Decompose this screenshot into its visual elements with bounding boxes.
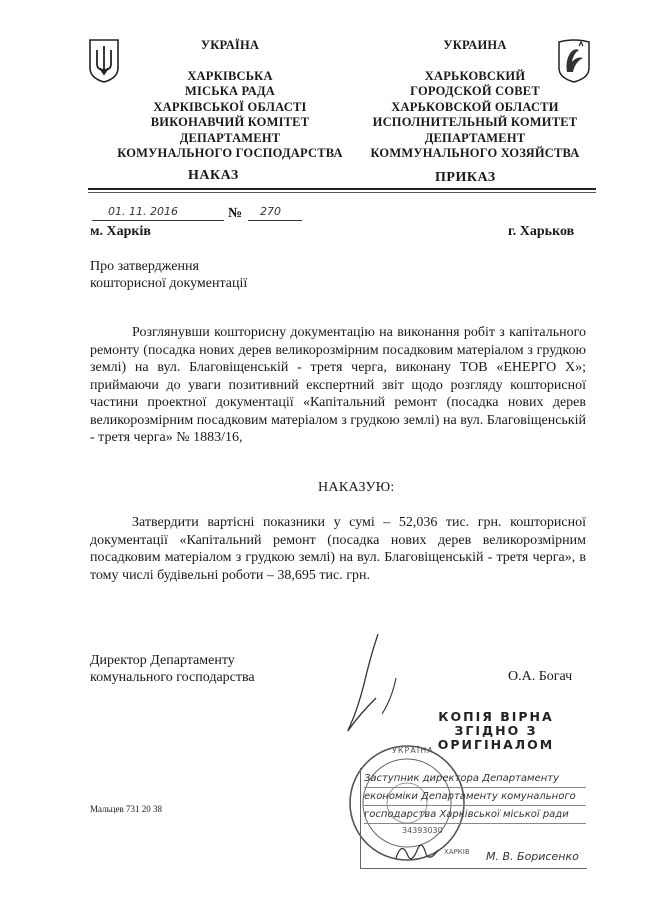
subject-line: кошторисної документації [90, 276, 248, 291]
header-ua-line: ДЕПАРТАМЕНТ [179, 130, 281, 145]
header-ua-line: ХАРКІВСЬКОЇ ОБЛАСТІ [153, 99, 307, 114]
header-divider [88, 188, 596, 190]
cert-line: економіки Департаменту комунального [364, 788, 586, 806]
certifier-name: М. В. Борисенко [486, 850, 579, 863]
header-ua-line: ХАРКІВСЬКА [187, 68, 273, 83]
seal-top-text: УКРАЇНА [392, 746, 434, 755]
paragraph-text: Розглянувши кошторисну документацію на виконання робіт з капітального ремонту (посадка нових дерев великорозмірним посадковим матеріалом з грудкою землі) на вул. Благовіщенській - третя черга, виконану ТОВ «ЕНЕРГО Х»; приймаючи до уваги позитивний експертний звіт щодо розгляду кошторисної частини проектної документації «Капітальний ремонт (посадка нових дерев великорозмірним посадковим матеріалом з грудкою землі) на вул. Благовіщенській - третя черга» № 1883/16, [90, 325, 586, 445]
executor-contact: Мальцев 731 20 38 [90, 804, 162, 814]
signatory-name: О.А. Богач [508, 669, 573, 684]
document-date: 01. 11. 2016 [108, 205, 178, 218]
subject-line: Про затвердження [90, 259, 199, 274]
city-ru: г. Харьков [508, 224, 575, 239]
number-sign: № [228, 206, 243, 221]
date-underline [92, 220, 224, 221]
header-ru [360, 38, 590, 162]
body-paragraph-2 [90, 514, 586, 584]
header-ua [110, 38, 350, 162]
header-ru-line: КОММУНАЛЬНОГО ХОЗЯЙСТВА [370, 146, 580, 160]
copy-stamp-line: ЗГІДНО З [454, 723, 538, 738]
document-number: 270 [260, 205, 281, 218]
doc-type-ru: ПРИКАЗ [435, 170, 496, 185]
seal-code: 34393030 [402, 826, 443, 835]
certifier-signature [392, 836, 452, 866]
cert-line: господарства Харківської міської ради [364, 806, 586, 824]
signatory-position [90, 652, 255, 686]
doc-type-ua: НАКАЗ [188, 168, 239, 183]
header-ru-line: ГОРОДСКОЙ СОВЕТ [410, 84, 540, 98]
header-ru-line: ИСПОЛНИТЕЛЬНЫЙ КОМИТЕТ [372, 115, 578, 129]
header-ua-line: ВИКОНАВЧИЙ КОМІТЕТ [150, 115, 310, 129]
header-ua-line: КОМУНАЛЬНОГО ГОСПОДАРСТВА [117, 146, 343, 160]
copy-stamp-line: КОПІЯ ВІРНА [438, 709, 554, 724]
header-ru-line: ХАРЬКОВСКОЙ ОБЛАСТИ [391, 99, 559, 114]
number-underline [248, 220, 302, 221]
header-ru-line: ДЕПАРТАМЕНТ [424, 130, 526, 145]
country-ua: УКРАЇНА [200, 38, 260, 52]
copy-stamp-line: ОРИГІНАЛОМ [437, 737, 555, 752]
cert-line: Заступник директора Департаменту [364, 770, 586, 788]
order-word: НАКАЗУЮ: [318, 480, 395, 495]
header-ru-line: ХАРЬКОВСКИЙ [424, 68, 526, 83]
header-divider-thin [88, 192, 596, 193]
seal-bottom-text: ХАРКІВ [444, 848, 470, 856]
paragraph-text: Затвердити вартісні показники у сумі – 52,036 тис. грн. кошторисної документації «Капітальний ремонт (посадка нових дерев великорозмірним посадковим матеріалом з грудкою землі) на вул. Благовіщенській - третя черга», в тому числі будівельні роботи – 38,695 тис. грн. [90, 515, 586, 583]
position-line: Директор Департаменту [90, 653, 235, 668]
handwritten-signature [320, 628, 440, 738]
body-paragraph-1 [90, 324, 586, 447]
subject [90, 258, 247, 292]
city-ua: м. Харків [90, 224, 151, 239]
header-ua-line: МІСЬКА РАДА [184, 84, 276, 98]
position-line: комунального господарства [90, 670, 255, 685]
certification-text [364, 770, 586, 824]
country-ru: УКРАИНА [443, 38, 507, 52]
